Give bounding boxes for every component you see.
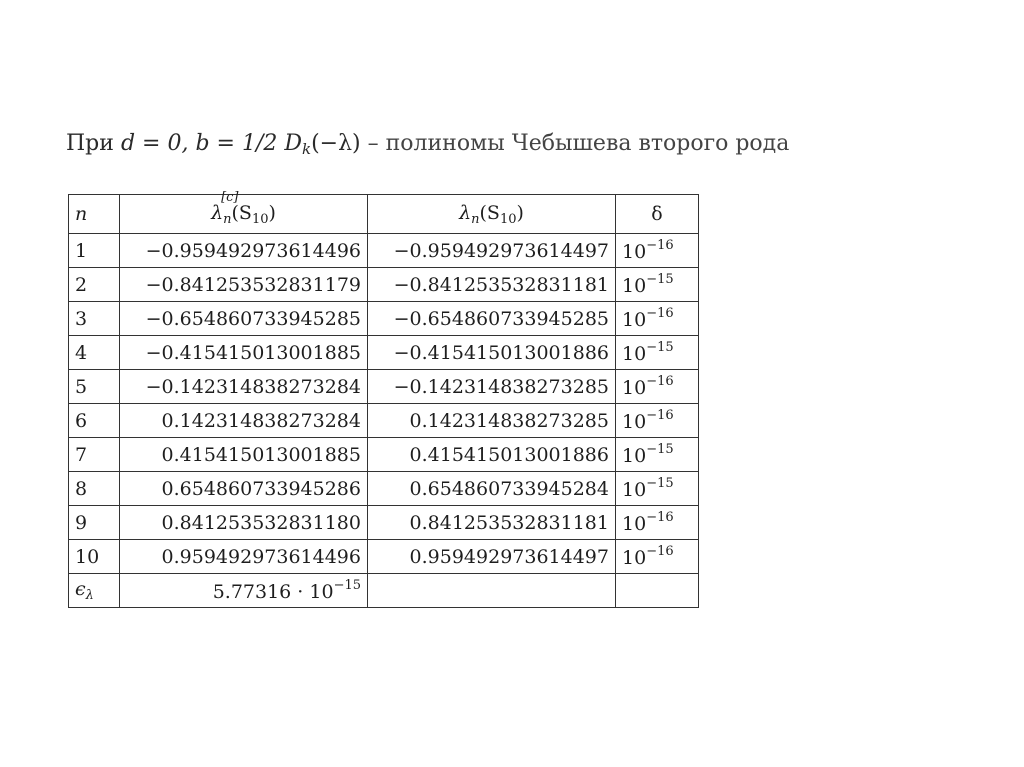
cell-n: 8 [69,472,120,506]
cell-delta: $10^{-16}$ [616,234,699,268]
table-row [69,404,699,438]
cell-lambda-c: −0.142314838273284 [120,370,368,404]
table-header-row [69,195,699,234]
error-empty-cell [368,574,616,608]
heading-prefix: При [66,131,114,156]
table-row [69,472,699,506]
cell-lambda-c: 0.841253532831180 [120,506,368,540]
cell-lambda-c: 0.959492973614496 [120,540,368,574]
cell-lambda-c: 0.415415013001885 [120,438,368,472]
table-row [69,438,699,472]
cell-n: 10 [69,540,120,574]
cell-n: 6 [69,404,120,438]
slide-heading [66,126,826,167]
cell-lambda: −0.415415013001886 [368,336,616,370]
eigenvalue-table [68,189,699,608]
cell-n: 2 [69,268,120,302]
cell-lambda: −0.654860733945285 [368,302,616,336]
cell-n: 9 [69,506,120,540]
cell-lambda: 0.959492973614497 [368,540,616,574]
cell-delta: $10^{-16}$ [616,540,699,574]
cell-lambda: −0.959492973614497 [368,234,616,268]
error-row [69,574,699,608]
header-n: n [69,195,120,234]
heading-cond-b: b = 1/2 [195,131,278,156]
heading-cond-d: d = 0, [120,131,189,156]
cell-lambda: 0.654860733945284 [368,472,616,506]
header-lambda-c: λ [c] $_n(S_{10})$ [120,195,368,234]
cell-delta: $10^{-16}$ [616,302,699,336]
cell-lambda-c: 0.142314838273284 [120,404,368,438]
table-row [69,540,699,574]
cell-delta: $10^{-16}$ [616,404,699,438]
cell-lambda: 0.142314838273285 [368,404,616,438]
error-empty-delta [616,574,699,608]
cell-n: 1 [69,234,120,268]
heading-poly-arg: (−λ) [311,131,361,156]
cell-lambda-c: −0.415415013001885 [120,336,368,370]
cell-lambda-c: −0.654860733945285 [120,302,368,336]
cell-delta: $10^{-16}$ [616,506,699,540]
header-lambda: $\lambda_n(S_{10})$ [368,195,616,234]
cell-lambda-c: −0.841253532831179 [120,268,368,302]
cell-delta: $10^{-15}$ [616,336,699,370]
heading-poly: $D_k$ [284,131,312,158]
cell-lambda-c: −0.959492973614496 [120,234,368,268]
heading-rest: – полиномы Чебышева второго рода [360,131,790,156]
cell-delta: $10^{-15}$ [616,438,699,472]
cell-n: 3 [69,302,120,336]
error-value: $5.77316 \cdot 10^{-15}$ [120,574,368,608]
cell-delta: $10^{-15}$ [616,472,699,506]
table-row [69,234,699,268]
cell-n: 4 [69,336,120,370]
cell-lambda: 0.415415013001886 [368,438,616,472]
cell-delta: $10^{-16}$ [616,370,699,404]
error-label: $\epsilon_\lambda$ [69,574,120,608]
cell-delta: $10^{-15}$ [616,268,699,302]
cell-lambda: −0.841253532831181 [368,268,616,302]
cell-lambda: −0.142314838273285 [368,370,616,404]
header-delta: δ [616,195,699,234]
cell-n: 7 [69,438,120,472]
table-row [69,370,699,404]
cell-n: 5 [69,370,120,404]
cell-lambda-c: 0.654860733945286 [120,472,368,506]
table-row [69,336,699,370]
table-row [69,268,699,302]
cell-lambda: 0.841253532831181 [368,506,616,540]
table-row [69,506,699,540]
table-row [69,302,699,336]
